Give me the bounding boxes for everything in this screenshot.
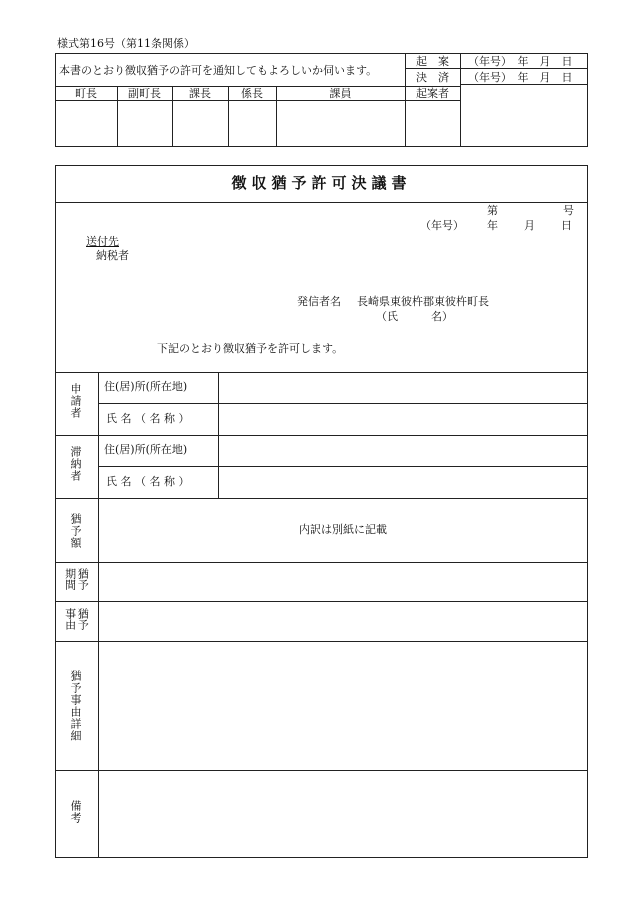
role-drafter: 起案者 (416, 87, 449, 100)
kessai-date: （年号） 年 月 日 (468, 71, 573, 84)
role-section-chief: 課長 (189, 87, 211, 100)
role-unit-chief: 係長 (241, 87, 263, 100)
applicant-name-label: 氏 名 （ 名 称 ） (106, 412, 190, 425)
amount-label: 猶予額 (69, 513, 82, 549)
role-deputy-mayor: 副町長 (128, 87, 161, 100)
delinquent-name-label: 氏 名 （ 名 称 ） (106, 475, 190, 488)
applicant-address-label: 住(居)所(所在地) (104, 380, 188, 393)
sender-label: 発信者名 (297, 295, 341, 308)
delinquent-label: 滞納者 (69, 446, 82, 482)
doc-number-go: 号 (563, 204, 574, 217)
role-mayor: 町長 (75, 87, 97, 100)
approval-statement: 本書のとおり徴収猶予の許可を通知してもよろしいか伺います。 (59, 64, 378, 77)
date-month: 月 (524, 219, 535, 232)
kian-label: 起 案 (416, 55, 449, 68)
date-nengo: （年号） (420, 219, 464, 232)
sender-shimei: （氏 名） (376, 310, 453, 323)
delinquent-address-label: 住(居)所(所在地) (104, 443, 188, 456)
doc-number-dai: 第 (487, 204, 498, 217)
form-number: 様式第16号（第11条関係） (57, 37, 195, 50)
kian-date: （年号） 年 月 日 (468, 55, 573, 68)
role-staff: 課員 (329, 87, 352, 100)
applicant-label: 申請者 (69, 383, 82, 419)
notice-text: 下記のとおり徴収猶予を許可します。 (157, 342, 344, 355)
period-label: 猶予期間 (63, 568, 90, 590)
sender-name: 長崎県東彼杵郡東彼杵町長 (357, 295, 489, 308)
recipient-label: 送付先 (86, 235, 119, 248)
reason-label: 猶予事由 (63, 608, 90, 630)
recipient: 納税者 (96, 249, 129, 262)
date-year: 年 (487, 219, 498, 232)
date-day: 日 (561, 219, 572, 232)
reason-detail-label: 猶予事由詳細 (69, 670, 82, 742)
document-title: 徴収猶予許可決議書 (231, 174, 412, 192)
amount-value: 内訳は別紙に記載 (299, 523, 387, 536)
kessai-label: 決 済 (416, 71, 449, 84)
remarks-label: 備考 (69, 800, 82, 824)
